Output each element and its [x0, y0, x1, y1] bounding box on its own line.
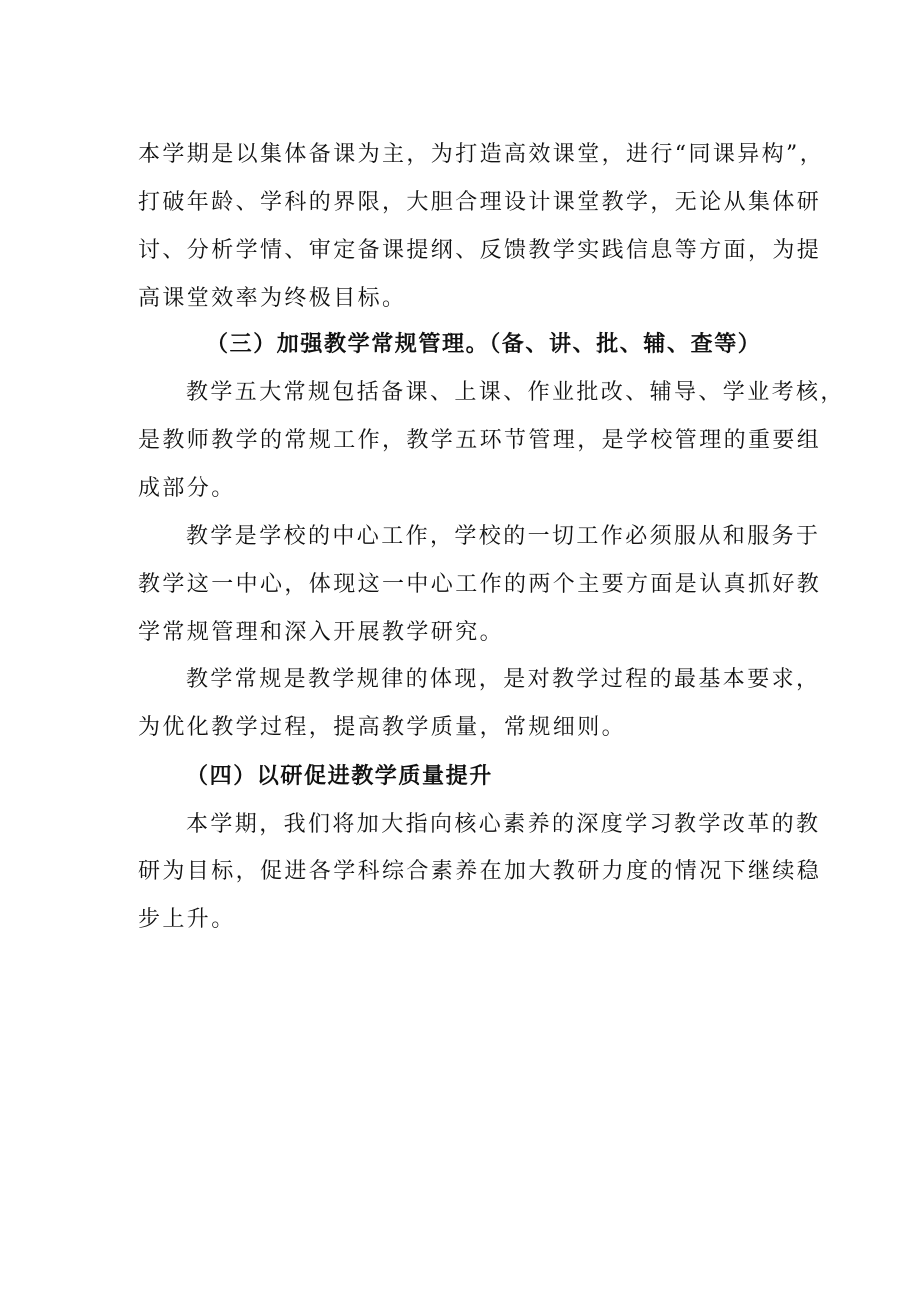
- section-heading-4: （四）以研促进教学质量提升: [186, 763, 493, 789]
- section-heading-3: （三）加强教学常规管理。（备、讲、批、辅、查等）: [206, 331, 762, 357]
- paragraph-line: 教学是学校的中心工作，学校的一切工作必须服从和服务于: [186, 524, 821, 549]
- paragraph-line: 步上升。: [138, 907, 236, 932]
- paragraph-line: 本学期是以集体备课为主，为打造高效课堂，进行“同课异构”，: [138, 142, 825, 167]
- paragraph-line: 成部分。: [138, 476, 236, 501]
- paragraph-line: 讨、分析学情、审定备课提纲、反馈教学实践信息等方面，为提: [138, 238, 822, 263]
- paragraph-line: 高课堂效率为终极目标。: [138, 286, 407, 311]
- paragraph-line: 为优化教学过程，提高教学质量，常规细则。: [138, 715, 627, 740]
- paragraph-line: 教学常规是教学规律的体现，是对教学过程的最基本要求，: [186, 667, 821, 692]
- paragraph-line: 教学五大常规包括备课、上课、作业批改、辅导、学业考核，: [186, 380, 845, 405]
- paragraph-line: 是教师教学的常规工作，教学五环节管理，是学校管理的重要组: [138, 428, 822, 453]
- paragraph-line: 研为目标，促进各学科综合素养在加大教研力度的情况下继续稳: [138, 859, 822, 884]
- paragraph-line: 打破年龄、学科的界限，大胆合理设计课堂教学，无论从集体研: [138, 190, 822, 215]
- paragraph-line: 学常规管理和深入开展教学研究。: [138, 620, 505, 645]
- paragraph-line: 教学这一中心，体现这一中心工作的两个主要方面是认真抓好教: [138, 572, 822, 597]
- paragraph-line: 本学期，我们将加大指向核心素养的深度学习教学改革的教: [186, 812, 821, 837]
